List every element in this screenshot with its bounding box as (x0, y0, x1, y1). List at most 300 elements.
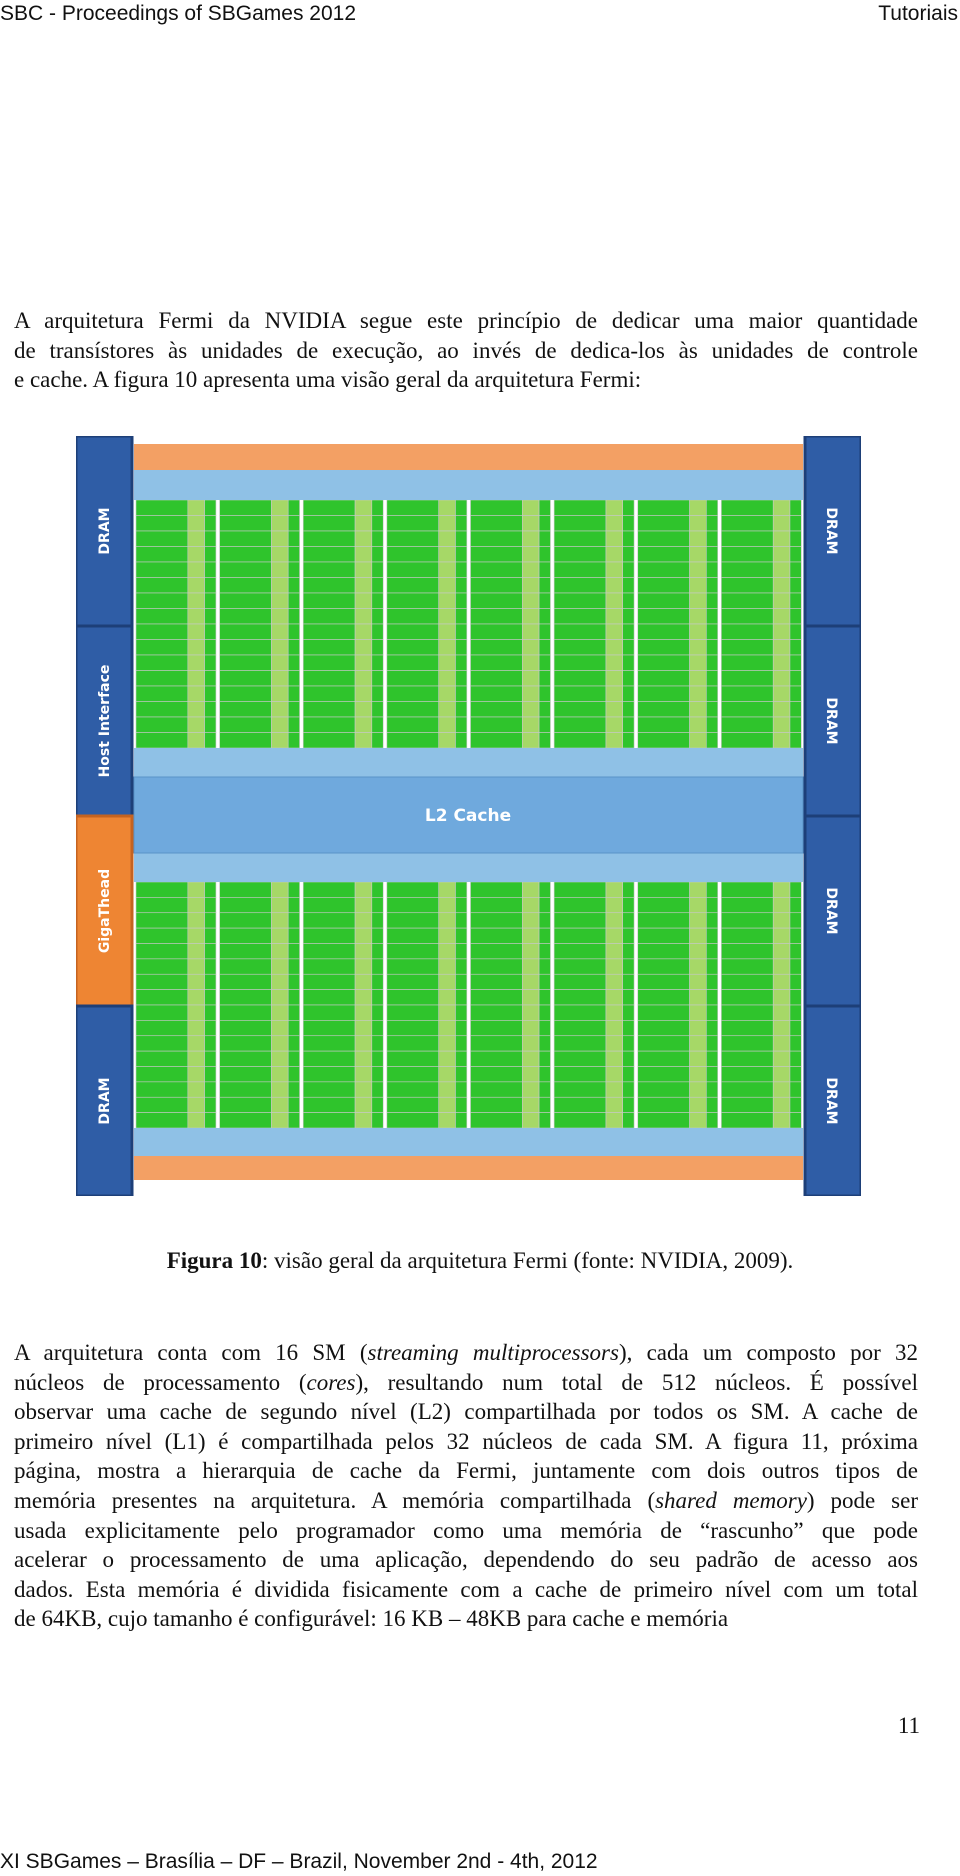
sm-core-cell (372, 1097, 383, 1112)
sm-core-cell (539, 640, 550, 656)
sm-core-cell (539, 593, 550, 609)
sm-core-cell (372, 1036, 383, 1051)
sm-core-cell (455, 640, 466, 656)
sm-core-row (471, 717, 523, 733)
sm-core-row (303, 640, 355, 656)
sm-core-cell (790, 1097, 801, 1112)
sm-core-cell (790, 1082, 801, 1097)
paragraph-line (14, 1338, 918, 1368)
sm-core-row (554, 500, 606, 516)
sm-core-cell (205, 974, 216, 989)
sm-core-cell (706, 959, 717, 974)
sm-core-row (136, 500, 188, 516)
paragraph-line: de transístores às unidades de execução, ao invés de dedica-los às unidades de controle (14, 337, 918, 363)
sm-core-row (303, 1082, 355, 1097)
sm-core-cell (205, 1082, 216, 1097)
paragraph-line (14, 1545, 918, 1575)
dram-label: DRAM (823, 507, 839, 555)
sm-register-cell (355, 928, 372, 943)
sm-core-row (471, 516, 523, 532)
sm-core-row (721, 1036, 773, 1051)
sm-register-cell (522, 686, 539, 702)
sm-register-cell (188, 733, 205, 749)
sm-register-cell (690, 531, 707, 547)
sm-core-row (554, 593, 606, 609)
sm-core-cell (790, 686, 801, 702)
sm-register-cell (355, 562, 372, 578)
sm-core-row (220, 897, 272, 912)
sm-core-row (220, 624, 272, 640)
sm-register-cell (606, 733, 623, 749)
sm-core-row (136, 655, 188, 671)
sm-register-cell (271, 1051, 288, 1066)
sm-core-cell (455, 1020, 466, 1035)
sm-register-cell (271, 702, 288, 718)
sm-register-cell (522, 959, 539, 974)
sm-core-cell (372, 717, 383, 733)
sm-core-cell (288, 928, 299, 943)
sm-register-cell (522, 640, 539, 656)
sm-core-row (554, 1082, 606, 1097)
sm-register-cell (355, 531, 372, 547)
sm-core-row (554, 702, 606, 718)
sm-core-cell (539, 671, 550, 687)
sm-core-row (638, 686, 690, 702)
sm-core-cell (790, 928, 801, 943)
sm-register-cell (439, 655, 456, 671)
sm-register-cell (522, 897, 539, 912)
sm-core-row (638, 531, 690, 547)
paragraph-line (14, 1456, 918, 1486)
sm-core-cell (790, 593, 801, 609)
sm-register-cell (773, 578, 790, 594)
sm-core-row (136, 944, 188, 959)
sm-core-row (721, 531, 773, 547)
sm-core-row (303, 1036, 355, 1051)
sm-register-cell (606, 1020, 623, 1035)
sm-core-row (387, 1113, 439, 1128)
sm-core-row (220, 959, 272, 974)
sm-core-row (220, 516, 272, 532)
sm-register-cell (690, 578, 707, 594)
sm-core-cell (623, 1005, 634, 1020)
sm-core-cell (455, 717, 466, 733)
sm-register-cell (271, 944, 288, 959)
sm-core-cell (706, 702, 717, 718)
sm-core-row (220, 1097, 272, 1112)
sm-core-row (220, 547, 272, 563)
sm-register-cell (271, 609, 288, 625)
sm-register-cell (188, 1113, 205, 1128)
text-run: observar uma cache de segundo nível (L2) compartilhada por todos os SM. A cache de (14, 1399, 918, 1425)
sm-core-row (721, 897, 773, 912)
sm-core-row (638, 1097, 690, 1112)
sm-core-cell (790, 913, 801, 928)
sm-core-cell (205, 1020, 216, 1035)
sm-core-row (638, 974, 690, 989)
sm-core-cell (706, 1020, 717, 1035)
sm-core-row (136, 562, 188, 578)
sm-register-cell (773, 516, 790, 532)
sm-register-cell (606, 928, 623, 943)
sm-core-cell (790, 500, 801, 516)
sm-register-cell (355, 593, 372, 609)
sm-core-row (220, 1082, 272, 1097)
sm-core-cell (205, 897, 216, 912)
sm-core-cell (623, 959, 634, 974)
sm-register-cell (439, 959, 456, 974)
sm-core-cell (372, 1020, 383, 1035)
sm-register-cell (690, 1036, 707, 1051)
sm-core-cell (623, 562, 634, 578)
sm-register-cell (522, 516, 539, 532)
sm-register-cell (439, 640, 456, 656)
sm-core-row (220, 578, 272, 594)
sm-core-row (638, 516, 690, 532)
sm-register-cell (773, 733, 790, 749)
sm-core-row (721, 624, 773, 640)
sm-core-cell (790, 1113, 801, 1128)
sm-register-cell (773, 609, 790, 625)
sm-register-cell (606, 913, 623, 928)
sm-register-cell (690, 640, 707, 656)
cache-band-lower-mid (134, 853, 803, 882)
sm-core-cell (790, 609, 801, 625)
sm-core-row (554, 655, 606, 671)
sm-register-cell (188, 1051, 205, 1066)
sm-core-row (303, 882, 355, 897)
sm-register-cell (773, 624, 790, 640)
sm-register-cell (606, 702, 623, 718)
sm-core-cell (539, 882, 550, 897)
sm-register-cell (606, 990, 623, 1005)
sm-core-cell (455, 928, 466, 943)
sm-core-row (638, 578, 690, 594)
sm-core-row (387, 609, 439, 625)
sm-core-row (387, 1020, 439, 1035)
sm-core-row (387, 959, 439, 974)
sm-core-row (721, 1067, 773, 1082)
sm-register-cell (773, 1051, 790, 1066)
sm-core-row (136, 913, 188, 928)
paragraph-line (14, 1368, 918, 1398)
sm-register-cell (522, 733, 539, 749)
sm-register-cell (690, 609, 707, 625)
sm-core-row (471, 1020, 523, 1035)
sm-core-row (638, 593, 690, 609)
sm-core-cell (623, 1020, 634, 1035)
sm-core-cell (288, 1082, 299, 1097)
sm-core-row (220, 990, 272, 1005)
sm-register-cell (271, 882, 288, 897)
sm-register-cell (773, 531, 790, 547)
sm-core-row (471, 547, 523, 563)
sm-register-cell (188, 655, 205, 671)
sm-register-cell (188, 928, 205, 943)
sm-register-cell (773, 1005, 790, 1020)
sm-register-cell (439, 882, 456, 897)
paragraph-line (14, 1575, 918, 1605)
sm-core-cell (205, 882, 216, 897)
sm-register-cell (188, 717, 205, 733)
sm-core-row (387, 1082, 439, 1097)
sm-core-cell (205, 655, 216, 671)
sm-core-row (638, 717, 690, 733)
sm-core-cell (288, 593, 299, 609)
sm-register-cell (271, 640, 288, 656)
sm-core-cell (455, 974, 466, 989)
sm-register-cell (522, 593, 539, 609)
sm-core-row (220, 1113, 272, 1128)
sm-core-row (721, 733, 773, 749)
sm-register-cell (271, 959, 288, 974)
sm-core-cell (288, 702, 299, 718)
sm-core-cell (372, 640, 383, 656)
sm-core-row (303, 897, 355, 912)
sm-register-cell (690, 562, 707, 578)
sm-register-cell (355, 944, 372, 959)
sm-register-cell (271, 531, 288, 547)
sm-core-cell (623, 974, 634, 989)
sm-core-row (554, 686, 606, 702)
dram-block-left-top (76, 436, 132, 626)
sm-register-cell (355, 578, 372, 594)
sm-register-cell (355, 671, 372, 687)
text-run: primeiro nível (L1) é compartilhada pelos 32 núcleos de cada SM. A figura 11, próxima (14, 1428, 918, 1454)
sm-core-row (471, 609, 523, 625)
sm-register-cell (439, 913, 456, 928)
sm-core-cell (623, 671, 634, 687)
sm-core-cell (623, 717, 634, 733)
sm-register-cell (690, 1082, 707, 1097)
sm-core-cell (288, 913, 299, 928)
sm-core-row (136, 717, 188, 733)
sm-core-row (387, 593, 439, 609)
sm-core-cell (623, 1097, 634, 1112)
sm-core-row (387, 990, 439, 1005)
sm-core-row (303, 655, 355, 671)
sm-core-cell (539, 547, 550, 563)
sm-core-row (471, 671, 523, 687)
sm-register-cell (439, 1067, 456, 1082)
sm-core-row (303, 702, 355, 718)
sm-core-row (471, 733, 523, 749)
sm-register-cell (522, 702, 539, 718)
sm-core-row (721, 1020, 773, 1035)
sm-core-cell (790, 547, 801, 563)
sm-register-cell (522, 928, 539, 943)
sm-core-row (554, 897, 606, 912)
sm-register-cell (355, 990, 372, 1005)
sm-core-cell (455, 944, 466, 959)
sm-core-row (136, 531, 188, 547)
sm-core-row (471, 562, 523, 578)
sm-register-cell (439, 1020, 456, 1035)
sm-register-cell (439, 928, 456, 943)
sm-core-cell (539, 578, 550, 594)
sm-core-row (303, 671, 355, 687)
sm-core-cell (205, 1067, 216, 1082)
sm-register-cell (773, 959, 790, 974)
sm-core-row (638, 959, 690, 974)
sm-core-row (638, 1036, 690, 1051)
italic-term: streaming multiprocessors (367, 1340, 619, 1365)
sm-core-row (554, 1097, 606, 1112)
sm-register-cell (439, 990, 456, 1005)
sm-core-cell (455, 733, 466, 749)
sm-core-cell (288, 562, 299, 578)
sm-register-cell (439, 702, 456, 718)
sm-core-cell (372, 944, 383, 959)
text-run: A arquitetura conta com 16 SM ( (14, 1340, 368, 1365)
sm-core-row (136, 959, 188, 974)
sm-core-cell (623, 500, 634, 516)
sm-register-cell (606, 882, 623, 897)
sm-core-cell (288, 500, 299, 516)
paragraph-line (14, 1397, 918, 1427)
sm-core-cell (706, 500, 717, 516)
sm-register-cell (439, 686, 456, 702)
sm-core-cell (706, 882, 717, 897)
sm-core-cell (455, 882, 466, 897)
sm-core-row (721, 702, 773, 718)
sm-core-cell (623, 702, 634, 718)
sm-register-cell (606, 959, 623, 974)
sm-core-row (136, 686, 188, 702)
sm-register-cell (522, 974, 539, 989)
sm-core-row (387, 686, 439, 702)
sm-core-row (638, 1005, 690, 1020)
caption-text: : visão geral da arquitetura Fermi (fonte: NVIDIA, 2009). (261, 1248, 794, 1273)
sm-core-row (303, 562, 355, 578)
sm-core-row (136, 1067, 188, 1082)
sm-core-cell (372, 1082, 383, 1097)
sm-core-cell (706, 944, 717, 959)
sm-core-row (303, 516, 355, 532)
sm-register-cell (522, 671, 539, 687)
sm-core-cell (706, 640, 717, 656)
sm-register-cell (606, 1036, 623, 1051)
sm-register-cell (271, 928, 288, 943)
sm-core-cell (539, 990, 550, 1005)
sm-core-cell (706, 655, 717, 671)
sm-register-cell (355, 1082, 372, 1097)
sm-core-cell (288, 640, 299, 656)
sm-core-cell (706, 928, 717, 943)
sm-register-cell (522, 562, 539, 578)
sm-register-cell (439, 516, 456, 532)
sm-core-row (136, 1097, 188, 1112)
sm-core-row (638, 562, 690, 578)
sm-core-row (220, 928, 272, 943)
sm-core-row (303, 944, 355, 959)
sm-register-cell (522, 1020, 539, 1035)
sm-core-row (387, 1036, 439, 1051)
running-header-left: SBC - Proceedings of SBGames 2012 (0, 2, 357, 25)
figure-caption (0, 1248, 960, 1274)
sm-core-cell (539, 609, 550, 625)
sm-core-row (554, 516, 606, 532)
sm-register-cell (188, 913, 205, 928)
sm-core-row (471, 1113, 523, 1128)
sm-core-cell (539, 913, 550, 928)
sm-core-row (387, 944, 439, 959)
sm-core-cell (205, 686, 216, 702)
sm-register-cell (522, 547, 539, 563)
sm-core-row (303, 913, 355, 928)
sm-register-cell (522, 1051, 539, 1066)
sm-core-cell (623, 928, 634, 943)
sm-core-row (554, 609, 606, 625)
sm-register-cell (773, 1020, 790, 1035)
dram-block-right-3 (805, 816, 861, 1006)
sm-core-row (554, 944, 606, 959)
sm-core-cell (790, 1036, 801, 1051)
sm-core-row (387, 897, 439, 912)
sm-register-cell (271, 500, 288, 516)
sm-register-cell (188, 1020, 205, 1035)
sm-register-cell (439, 562, 456, 578)
sm-core-row (136, 1036, 188, 1051)
sm-core-row (721, 547, 773, 563)
sm-core-row (638, 1082, 690, 1097)
sm-core-cell (372, 733, 383, 749)
sm-core-cell (706, 913, 717, 928)
sm-core-cell (455, 1005, 466, 1020)
sm-core-cell (372, 686, 383, 702)
sm-register-cell (188, 944, 205, 959)
caption-label: Figura 10 (166, 1248, 262, 1273)
sm-core-row (554, 562, 606, 578)
sm-core-row (554, 624, 606, 640)
sm-core-row (471, 686, 523, 702)
sm-register-cell (271, 516, 288, 532)
sm-core-row (387, 928, 439, 943)
sm-register-cell (606, 717, 623, 733)
sm-core-cell (372, 897, 383, 912)
sm-core-row (387, 974, 439, 989)
fermi-architecture-figure (76, 436, 861, 1196)
sm-core-cell (623, 944, 634, 959)
sm-core-cell (372, 655, 383, 671)
text-run: ) pode ser (806, 1487, 918, 1513)
sm-core-cell (539, 1005, 550, 1020)
sm-core-row (638, 913, 690, 928)
sm-core-row (387, 624, 439, 640)
sm-register-cell (188, 882, 205, 897)
sm-core-cell (205, 1036, 216, 1051)
sm-core-row (721, 1051, 773, 1066)
sm-core-cell (372, 593, 383, 609)
sm-core-cell (372, 547, 383, 563)
sm-register-cell (355, 1067, 372, 1082)
sm-register-cell (439, 1097, 456, 1112)
sm-register-cell (355, 516, 372, 532)
sm-core-cell (205, 500, 216, 516)
sm-register-cell (773, 593, 790, 609)
sm-core-row (136, 1051, 188, 1066)
sm-core-cell (623, 733, 634, 749)
sm-register-cell (188, 593, 205, 609)
sm-core-cell (539, 531, 550, 547)
sm-core-row (387, 547, 439, 563)
text-run: ), cada um composto por 32 (618, 1340, 918, 1365)
paragraph-line (14, 1427, 918, 1457)
sm-core-row (387, 671, 439, 687)
sm-register-cell (690, 897, 707, 912)
sm-core-row (387, 578, 439, 594)
sm-core-cell (372, 578, 383, 594)
